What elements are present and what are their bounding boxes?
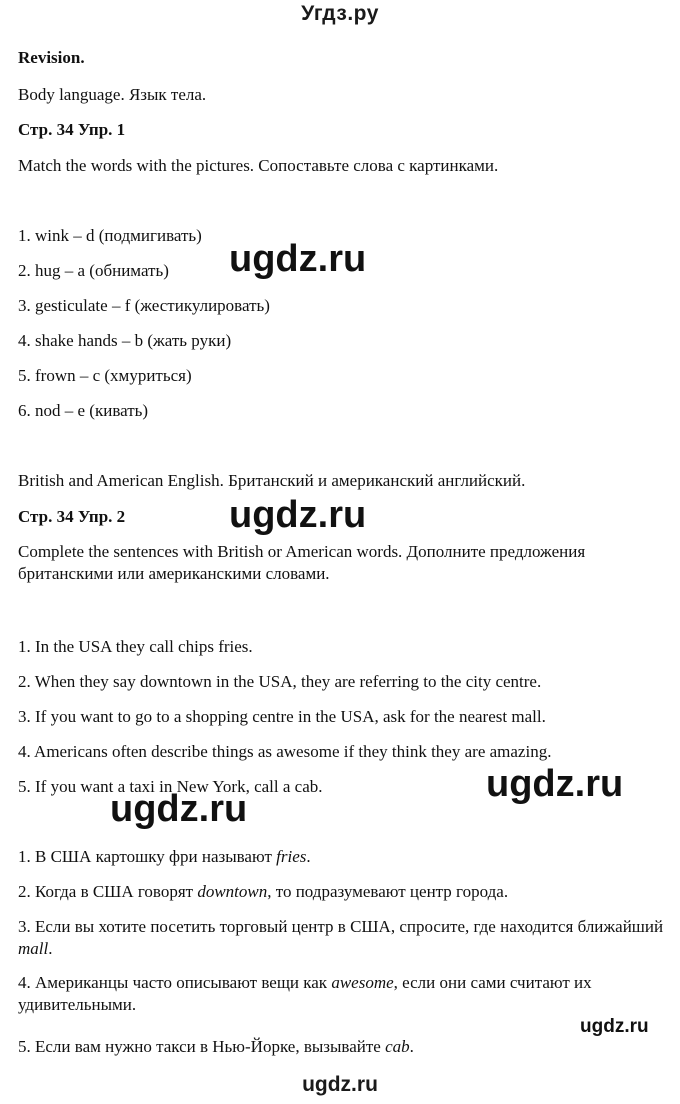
exercise-1-answer: 5. frown – c (хмуриться) (18, 366, 192, 385)
american-word: fries (276, 847, 307, 866)
topic-british-american: British and American English. Британский и американский английский. (18, 471, 526, 490)
exercise-1-answer: 4. shake hands – b (жать руки) (18, 331, 232, 350)
exercise-2-answer-ru: 5. Если вам нужно такси в Нью-Йорке, вызывайте cab. (18, 1037, 414, 1056)
exercise-1-answer: 3. gesticulate – f (жестикулировать) (18, 296, 270, 315)
exercise-2-answer-en: 3. If you want to go to a shopping centre in the USA, ask for the nearest mall. (18, 707, 546, 726)
american-word: awesome (331, 973, 394, 992)
watermark: ugdz.ru (486, 763, 624, 805)
site-header-title: Угдз.ру (301, 2, 379, 25)
exercise-1-heading: Стр. 34 Упр. 1 (18, 120, 126, 139)
topic-body-language: Body language. Язык тела. (18, 85, 207, 104)
exercise-2-heading: Стр. 34 Упр. 2 (18, 507, 126, 526)
exercise-2-answer-ru: 4. Американцы часто описывают вещи как awesome, если они сами считают их удивительными. (18, 973, 592, 1014)
watermark: ugdz.ru (580, 1016, 649, 1037)
exercise-2-instruction: Complete the sentences with British or American words. Дополните предложения британскими или американскими словами. (18, 542, 586, 583)
exercise-1-instruction: Match the words with the pictures. Сопоставьте слова с картинками. (18, 156, 499, 175)
watermark: ugdz.ru (110, 788, 248, 830)
exercise-2-answer-en: 2. When they say downtown in the USA, they are referring to the city centre. (18, 672, 542, 691)
exercise-1-answer: 1. wink – d (подмигивать) (18, 226, 202, 245)
exercise-2-answer-en: 5. If you want a taxi in New York, call a cab. (18, 777, 323, 796)
exercise-2-answer-en: 4. Americans often describe things as awesome if they think they are amazing. (18, 742, 552, 761)
exercise-1-answer: 2. hug – a (обнимать) (18, 261, 169, 280)
exercise-2-answer-en: 1. In the USA they call chips fries. (18, 637, 253, 656)
watermark: ugdz.ru (229, 238, 367, 280)
exercise-1-answer: 6. nod – e (кивать) (18, 401, 149, 420)
site-footer-title: ugdz.ru (302, 1073, 378, 1096)
exercise-2-answer-ru: 1. В США картошку фри называют fries. (18, 847, 311, 866)
exercise-2-answer-ru: 3. Если вы хотите посетить торговый центр в США, спросите, где находится ближайший mall. (18, 917, 664, 958)
exercise-2-answer-ru: 2. Когда в США говорят downtown, то подразумевают центр города. (18, 882, 509, 901)
watermark: ugdz.ru (229, 494, 367, 536)
american-word: cab (385, 1037, 410, 1056)
american-word: mall (18, 939, 49, 958)
section-title: Revision. (18, 48, 85, 67)
american-word: downtown (197, 882, 268, 901)
